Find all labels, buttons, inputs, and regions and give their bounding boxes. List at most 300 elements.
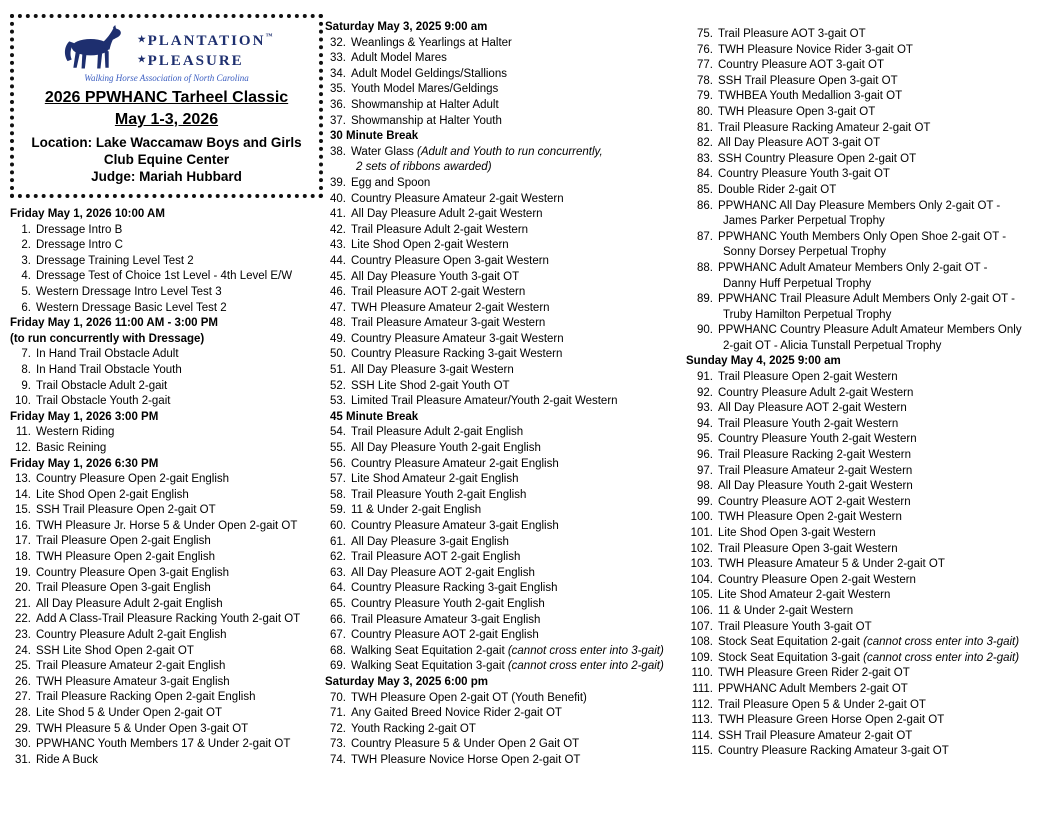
class-number: 91. xyxy=(697,371,713,384)
class-title: Country Pleasure Amateur 3-gait English xyxy=(351,520,559,532)
class-entry xyxy=(686,588,1050,604)
class-title: Trail Pleasure Amateur 3-gait Western xyxy=(351,317,546,330)
schedule-column-saturday xyxy=(325,20,677,769)
class-number: 50. xyxy=(330,348,346,361)
class-number: 9. xyxy=(21,379,31,392)
class-number: 109. xyxy=(690,651,713,664)
class-number: 105. xyxy=(690,589,713,602)
class-entry xyxy=(325,223,677,239)
class-number: 67. xyxy=(330,629,346,642)
class-title: Trail Pleasure Amateur 3-gait English xyxy=(351,613,541,626)
class-number: 33. xyxy=(330,52,346,65)
class-entry xyxy=(10,612,323,628)
class-title: Trail Pleasure Youth 2-gait Western xyxy=(718,417,899,430)
class-number: 34. xyxy=(330,67,346,80)
class-entry xyxy=(325,488,677,504)
class-number: 23. xyxy=(15,629,31,642)
class-entry xyxy=(325,363,677,379)
class-entry xyxy=(686,230,1050,246)
class-title: Trail Pleasure AOT 2-gait English xyxy=(351,551,521,564)
class-title: Country Pleasure Youth 2-gait English xyxy=(351,597,545,610)
class-number: 108. xyxy=(690,636,713,649)
class-entry xyxy=(686,292,1050,308)
class-entry xyxy=(686,744,1050,760)
class-number: 48. xyxy=(330,317,346,330)
class-number: 70. xyxy=(330,691,346,704)
star-icon: ★ xyxy=(137,33,146,44)
class-number: 79. xyxy=(697,90,713,103)
class-title: Trail Pleasure Adult 2-gait Western xyxy=(351,223,529,236)
class-number: 17. xyxy=(15,535,31,548)
class-title: Country Pleasure Open 2-gait Western xyxy=(718,573,916,586)
session-heading: Friday May 1, 2026 10:00 AM xyxy=(10,208,165,220)
class-entry-continuation: Sonny Dorsey Perpetual Trophy xyxy=(723,246,887,259)
session-heading: Friday May 1, 2026 3:00 PM xyxy=(10,410,159,423)
class-title: Trail Pleasure Open 3-gait Western xyxy=(718,542,898,555)
class-entry xyxy=(686,89,1050,105)
class-number: 8. xyxy=(21,363,31,376)
association-logo xyxy=(18,24,315,72)
class-title: Country Pleasure Amateur 2-gait Western xyxy=(351,192,564,205)
event-title: 2026 PPWHANC Tarheel Classic xyxy=(44,89,289,106)
class-title: Western Dressage Basic Level Test 2 xyxy=(36,301,227,314)
class-title: Country Pleasure Youth 2-gait Western xyxy=(718,433,917,446)
class-number: 78. xyxy=(697,74,713,87)
class-entry xyxy=(325,457,677,473)
class-number: 106. xyxy=(690,604,713,617)
class-entry xyxy=(686,495,1050,511)
class-entry xyxy=(325,114,677,130)
class-title: Trail Obstacle Youth 2-gait xyxy=(36,395,171,408)
class-number: 98. xyxy=(697,480,713,493)
class-entry xyxy=(325,659,677,675)
class-title: Water Glass (Adult and Youth to run concurrently, xyxy=(351,145,603,158)
session-heading: Friday May 1, 2026 11:00 AM - 3:00 PM xyxy=(10,317,218,330)
session-heading: Friday May 1, 2026 6:30 PM xyxy=(10,457,159,470)
class-entry xyxy=(686,370,1050,386)
class-entry xyxy=(10,238,323,254)
class-entry xyxy=(325,753,677,769)
class-entry xyxy=(325,238,677,254)
class-number: 30. xyxy=(15,738,31,751)
class-entry xyxy=(686,713,1050,729)
class-title: Trail Pleasure Amateur 2-gait Western xyxy=(718,464,913,477)
class-title: TWH Pleasure Amateur 3-gait English xyxy=(36,675,230,688)
class-entry xyxy=(10,659,323,675)
class-number: 39. xyxy=(330,176,346,189)
class-entry xyxy=(686,152,1050,168)
class-title: TWH Pleasure Jr. Horse 5 & Under Open 2-gait OT xyxy=(36,519,298,532)
class-title: All Day Pleasure Adult 2-gait Western xyxy=(351,208,543,221)
class-entry-continuation: 2 sets of ribbons awarded) xyxy=(356,161,492,174)
class-title: PPWHANC Country Pleasure Adult Amateur Members Only xyxy=(718,324,1022,337)
class-entry xyxy=(10,394,323,410)
class-entry xyxy=(10,722,323,738)
event-location-line2: Club Equine Center xyxy=(103,152,230,167)
class-title: Lite Shod Amateur 2-gait Western xyxy=(718,589,891,602)
class-title: Western Riding xyxy=(36,426,115,439)
class-title: TWHBEA Youth Medallion 3-gait OT xyxy=(718,90,903,103)
class-entry xyxy=(686,666,1050,682)
class-entry xyxy=(325,535,677,551)
class-title: Weanlings & Yearlings at Halter xyxy=(351,36,512,49)
session-heading: 45 Minute Break xyxy=(330,410,419,423)
class-number: 73. xyxy=(330,738,346,751)
class-title: Egg and Spoon xyxy=(351,176,431,189)
class-entry xyxy=(325,644,677,660)
class-title: Trail Pleasure Open 2-gait English xyxy=(36,535,211,548)
class-note: (Adult and Youth to run concurrently, xyxy=(413,145,603,158)
class-entry xyxy=(10,503,323,519)
class-entry xyxy=(10,269,323,285)
logo-word-plantation: PLANTATION xyxy=(147,32,266,49)
trademark-symbol: ™ xyxy=(265,31,273,40)
class-entry xyxy=(686,635,1050,651)
class-number: 71. xyxy=(330,707,346,720)
class-title: All Day Pleasure Adult 2-gait English xyxy=(36,597,223,610)
class-entry xyxy=(10,597,323,613)
class-number: 107. xyxy=(690,620,713,633)
class-title: TWH Pleasure Open 2-gait English xyxy=(36,551,215,564)
class-number: 53. xyxy=(330,395,346,408)
class-number: 25. xyxy=(15,660,31,673)
class-entry xyxy=(10,254,323,270)
class-number: 114. xyxy=(691,729,713,742)
class-entry xyxy=(325,441,677,457)
class-number: 3. xyxy=(21,254,31,267)
class-title: Country Pleasure Open 3-gait English xyxy=(36,566,230,579)
class-title: Adult Model Geldings/Stallions xyxy=(351,67,507,80)
class-title: All Day Pleasure AOT 2-gait English xyxy=(351,566,535,579)
class-title: TWH Pleasure Novice Rider 3-gait OT xyxy=(718,43,913,56)
class-entry-continuation: Truby Hamilton Perpetual Trophy xyxy=(723,308,892,321)
class-entry xyxy=(325,98,677,114)
class-number: 103. xyxy=(690,558,713,571)
class-title: All Day Pleasure Youth 3-gait OT xyxy=(351,270,520,283)
class-number: 55. xyxy=(330,442,346,455)
class-title: All Day Pleasure AOT 3-gait OT xyxy=(718,137,881,150)
class-title: Trail Pleasure Amateur 2-gait English xyxy=(36,660,226,673)
class-number: 4. xyxy=(21,270,31,283)
class-number: 61. xyxy=(330,535,346,548)
class-title: TWH Pleasure Open 2-gait Western xyxy=(718,511,902,524)
class-entry xyxy=(10,301,323,317)
class-title: PPWHANC Youth Members 17 & Under 2-gait OT xyxy=(36,738,291,751)
class-title: Ride A Buck xyxy=(36,753,99,766)
event-header-box xyxy=(10,14,323,198)
class-number: 88. xyxy=(697,261,713,274)
class-entry xyxy=(686,386,1050,402)
star-icon: ★ xyxy=(137,53,146,64)
class-entry xyxy=(325,581,677,597)
class-entry-continuation: Danny Huff Perpetual Trophy xyxy=(723,277,872,290)
class-number: 115. xyxy=(691,745,713,758)
class-number: 90. xyxy=(697,324,713,337)
class-number: 14. xyxy=(15,488,31,501)
class-number: 15. xyxy=(15,504,31,517)
class-title: TWH Pleasure Green Horse Open 2-gait OT xyxy=(718,714,945,727)
logo-line-plantation xyxy=(138,27,273,50)
class-title: Lite Shod Open 2-gait English xyxy=(36,488,189,501)
class-note: (cannot cross enter into 3-gait) xyxy=(859,636,1020,649)
class-number: 110. xyxy=(691,667,713,680)
class-title: In Hand Trail Obstacle Adult xyxy=(36,348,179,361)
class-entry xyxy=(686,698,1050,714)
class-title: Western Dressage Intro Level Test 3 xyxy=(36,285,222,298)
class-title: Country Pleasure Racking 3-gait English xyxy=(351,582,558,595)
class-title: 11 & Under 2-gait Western xyxy=(718,604,854,617)
class-entry xyxy=(686,573,1050,589)
class-entry xyxy=(686,729,1050,745)
class-title: Trail Pleasure Youth 3-gait OT xyxy=(718,620,872,633)
logo-tagline: Walking Horse Association of North Carolina xyxy=(84,73,249,83)
class-title: SSH Trail Pleasure Amateur 2-gait OT xyxy=(718,729,913,742)
class-title: Basic Reining xyxy=(36,441,107,454)
class-number: 18. xyxy=(15,551,31,564)
class-entry xyxy=(686,510,1050,526)
class-number: 113. xyxy=(691,714,713,727)
schedule-column-friday xyxy=(10,207,323,768)
class-title: Limited Trail Pleasure Amateur/Youth 2-gait Western xyxy=(351,395,618,408)
class-entry xyxy=(325,472,677,488)
class-number: 51. xyxy=(330,364,346,377)
class-entry xyxy=(686,682,1050,698)
class-number: 75. xyxy=(697,28,713,40)
class-entry xyxy=(325,145,677,161)
class-entry xyxy=(325,519,677,535)
class-title: Country Pleasure Youth 3-gait OT xyxy=(718,168,890,181)
class-number: 42. xyxy=(330,223,346,236)
class-number: 82. xyxy=(697,137,713,150)
class-number: 62. xyxy=(330,551,346,564)
class-title: Trail Pleasure Youth 2-gait English xyxy=(351,488,527,501)
class-title: Showmanship at Halter Youth xyxy=(351,114,502,127)
class-number: 89. xyxy=(697,293,713,306)
class-number: 21. xyxy=(15,597,31,610)
class-title: Trail Pleasure Open 3-gait English xyxy=(36,582,211,595)
class-title: Trail Pleasure Racking Open 2-gait English xyxy=(36,691,256,704)
class-title: PPWHANC All Day Pleasure Members Only 2-gait OT - xyxy=(718,199,1001,212)
class-entry-continuation: James Parker Perpetual Trophy xyxy=(723,215,885,228)
class-entry xyxy=(686,464,1050,480)
class-number: 24. xyxy=(15,644,31,657)
class-number: 60. xyxy=(330,520,346,532)
class-entry xyxy=(686,43,1050,59)
class-number: 99. xyxy=(697,495,713,508)
class-title: PPWHANC Adult Amateur Members Only 2-gait OT - xyxy=(718,261,988,274)
class-title: Showmanship at Halter Adult xyxy=(351,98,499,111)
session-heading: Saturday May 3, 2025 6:00 pm xyxy=(325,675,488,688)
class-number: 97. xyxy=(697,464,713,477)
class-entry xyxy=(686,417,1050,433)
class-entry xyxy=(686,620,1050,636)
class-number: 104. xyxy=(690,573,713,586)
class-number: 35. xyxy=(330,83,346,96)
class-title: PPWHANC Trail Pleasure Adult Members Only 2-gait OT - xyxy=(718,293,1015,306)
class-entry xyxy=(325,176,677,192)
class-number: 102. xyxy=(690,542,713,555)
class-title: Lite Shod Amateur 2-gait English xyxy=(351,473,519,486)
class-entry xyxy=(686,479,1050,495)
class-number: 54. xyxy=(330,426,346,439)
class-title: All Day Pleasure 3-gait English xyxy=(351,535,509,548)
class-number: 41. xyxy=(330,208,346,221)
class-title: TWH Pleasure Open 2-gait OT (Youth Benefit) xyxy=(351,691,587,704)
class-entry xyxy=(686,542,1050,558)
class-entry xyxy=(10,441,323,457)
class-entry xyxy=(325,254,677,270)
class-title: All Day Pleasure Youth 2-gait Western xyxy=(718,480,913,493)
class-number: 74. xyxy=(330,753,346,766)
class-entry xyxy=(325,597,677,613)
class-entry xyxy=(10,488,323,504)
class-entry xyxy=(10,363,323,379)
class-title: TWH Pleasure Green Rider 2-gait OT xyxy=(718,667,910,680)
class-number: 31. xyxy=(15,753,31,766)
class-title: Country Pleasure Adult 2-gait English xyxy=(36,629,227,642)
class-title: Walking Seat Equitation 3-gait (cannot cross enter into 2-gait) xyxy=(351,660,664,673)
logo-word-pleasure: PLEASURE xyxy=(147,52,244,69)
class-number: 49. xyxy=(330,332,346,345)
class-number: 59. xyxy=(330,504,346,517)
class-title: Country Pleasure Amateur 3-gait Western xyxy=(351,332,564,345)
class-title: SSH Lite Shod 2-gait Youth OT xyxy=(351,379,510,392)
class-number: 32. xyxy=(330,36,346,49)
class-entry xyxy=(686,651,1050,667)
class-number: 64. xyxy=(330,582,346,595)
class-entry xyxy=(686,183,1050,199)
class-number: 44. xyxy=(330,254,346,267)
class-note: (cannot cross enter into 2-gait) xyxy=(859,651,1020,664)
class-entry xyxy=(686,27,1050,43)
class-number: 37. xyxy=(330,114,346,127)
class-number: 10. xyxy=(15,395,31,408)
class-number: 111. xyxy=(692,682,713,695)
class-title: Country Pleasure AOT 3-gait OT xyxy=(718,59,884,72)
event-judge: Judge: Mariah Hubbard xyxy=(91,169,242,184)
class-entry xyxy=(686,121,1050,137)
class-title: Trail Pleasure Open 5 & Under 2-gait OT xyxy=(718,698,926,711)
class-entry xyxy=(686,323,1050,339)
class-title: Trail Obstacle Adult 2-gait xyxy=(36,379,168,392)
class-number: 69. xyxy=(330,660,346,673)
class-number: 47. xyxy=(330,301,346,314)
class-number: 83. xyxy=(697,152,713,165)
class-title: Country Pleasure Adult 2-gait Western xyxy=(718,386,914,399)
class-title: Dressage Intro B xyxy=(36,223,123,236)
class-entry xyxy=(10,519,323,535)
class-number: 81. xyxy=(697,121,713,134)
class-title: PPWHANC Youth Members Only Open Shoe 2-gait OT - xyxy=(718,230,1007,243)
class-number: 20. xyxy=(15,582,31,595)
class-entry xyxy=(686,105,1050,121)
logo-wordmark xyxy=(138,27,273,70)
session-heading: (to run concurrently with Dressage) xyxy=(10,332,205,345)
class-number: 13. xyxy=(15,473,31,486)
class-title: Youth Model Mares/Geldings xyxy=(351,83,499,96)
class-number: 5. xyxy=(21,285,31,298)
class-number: 36. xyxy=(330,98,346,111)
class-title: SSH Trail Pleasure Open 3-gait OT xyxy=(718,74,898,87)
class-entry xyxy=(325,706,677,722)
class-entry xyxy=(325,691,677,707)
class-title: All Day Pleasure 3-gait Western xyxy=(351,364,514,377)
class-number: 38. xyxy=(330,145,346,158)
class-title: TWH Pleasure Amateur 2-gait Western xyxy=(351,301,550,314)
class-title: SSH Country Pleasure Open 2-gait OT xyxy=(718,152,917,165)
class-title: All Day Pleasure AOT 2-gait Western xyxy=(718,402,907,415)
event-location xyxy=(18,134,315,168)
class-number: 16. xyxy=(15,519,31,532)
class-entry xyxy=(325,613,677,629)
class-entry xyxy=(325,301,677,317)
class-title: Any Gaited Breed Novice Rider 2-gait OT xyxy=(351,707,562,720)
class-number: 58. xyxy=(330,488,346,501)
class-number: 80. xyxy=(697,105,713,118)
class-entry xyxy=(325,425,677,441)
event-location-line1: Location: Lake Waccamaw Boys and Girls xyxy=(31,135,302,150)
class-entry xyxy=(325,285,677,301)
class-title: Country Pleasure Racking 3-gait Western xyxy=(351,348,563,361)
class-entry xyxy=(686,604,1050,620)
class-entry xyxy=(686,432,1050,448)
class-number: 12. xyxy=(15,441,31,454)
class-entry xyxy=(10,472,323,488)
class-title: Lite Shod 5 & Under Open 2-gait OT xyxy=(36,707,223,719)
class-number: 1. xyxy=(21,223,31,236)
horse-icon xyxy=(61,24,135,72)
class-number: 43. xyxy=(330,239,346,252)
class-entry xyxy=(10,379,323,395)
class-entry xyxy=(325,503,677,519)
class-number: 29. xyxy=(15,722,31,735)
class-title: TWH Pleasure Amateur 5 & Under 2-gait OT xyxy=(718,558,945,571)
class-title: Dressage Test of Choice 1st Level - 4th Level E/W xyxy=(36,270,293,283)
column-1 xyxy=(10,14,323,768)
class-entry xyxy=(325,379,677,395)
class-title: Trail Pleasure AOT 3-gait OT xyxy=(718,28,866,40)
class-title: Trail Pleasure Racking 2-gait Western xyxy=(718,449,912,462)
class-title: In Hand Trail Obstacle Youth xyxy=(36,363,182,376)
class-number: 52. xyxy=(330,379,346,392)
class-number: 112. xyxy=(691,698,713,711)
class-number: 11. xyxy=(15,426,31,439)
class-entry xyxy=(325,192,677,208)
class-note: (cannot cross enter into 3-gait) xyxy=(504,644,664,657)
class-number: 26. xyxy=(15,675,31,688)
class-entry xyxy=(686,448,1050,464)
class-title: Trail Pleasure Racking Amateur 2-gait OT xyxy=(718,121,931,134)
class-number: 77. xyxy=(697,59,713,72)
class-title: Add A Class-Trail Pleasure Racking Youth 2-gait OT xyxy=(36,613,301,626)
class-number: 56. xyxy=(330,457,346,470)
class-entry xyxy=(10,347,323,363)
class-number: 100. xyxy=(690,511,713,524)
class-entry xyxy=(686,526,1050,542)
class-title: Youth Racking 2-gait OT xyxy=(351,722,476,735)
class-entry xyxy=(325,36,677,52)
class-entry xyxy=(10,550,323,566)
class-entry xyxy=(686,199,1050,215)
class-entry xyxy=(10,675,323,691)
class-entry xyxy=(325,270,677,286)
session-heading: Sunday May 4, 2025 9:00 am xyxy=(686,355,841,368)
class-title: Adult Model Mares xyxy=(351,52,447,65)
class-number: 2. xyxy=(21,239,31,252)
class-entry xyxy=(10,223,323,239)
class-entry xyxy=(686,58,1050,74)
class-number: 7. xyxy=(21,348,31,361)
